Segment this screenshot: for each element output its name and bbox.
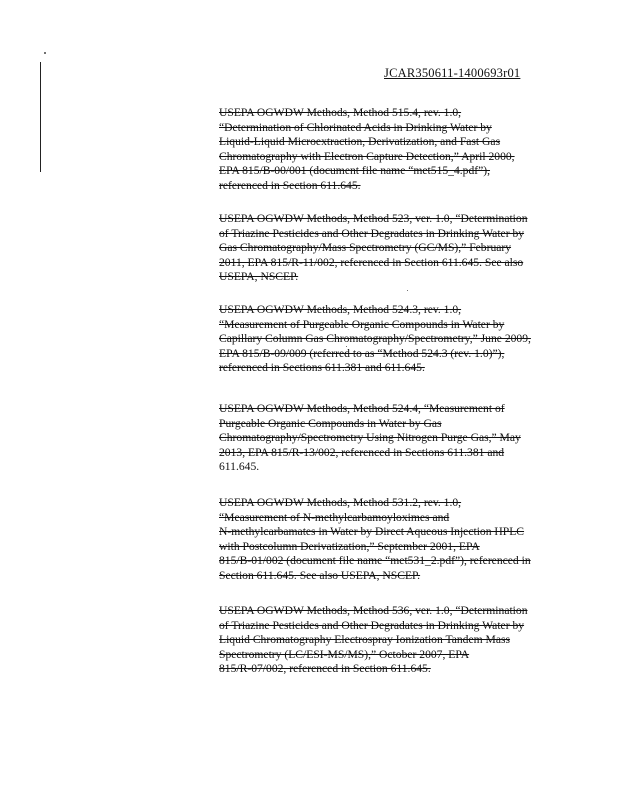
entry-line: USEPA OGWDW Methods, Method 531.2, rev. 1.0,	[219, 496, 462, 509]
entry-line: 815/R-07/002, referenced in Section 611.645.	[219, 662, 431, 676]
reference-entry-531-2	[219, 496, 549, 584]
entry-line: Liquid Chromatography Electrospray Ionization Tandem Mass	[219, 633, 511, 647]
reference-entry-515-4	[219, 106, 549, 194]
entry-line: EPA 815/B-00/001 (document file name “met515_4.pdf”),	[219, 164, 491, 178]
entry-line: USEPA OGWDW Methods, Method 515.4, rev. 1.0,	[219, 106, 462, 119]
scan-speck	[407, 290, 408, 291]
scan-speck	[44, 52, 46, 54]
entry-line: Chromatography with Electron Capture Detection,” April 2000,	[219, 149, 515, 163]
entry-line: Spectrometry (LC/ESI-MS/MS),” October 2007, EPA	[219, 647, 470, 661]
reference-entry-524-4	[219, 402, 549, 475]
entry-line: N-methylcarbamates in Water by Direct Aqueous Injection HPLC	[219, 525, 525, 539]
entry-line: Liquid-Liquid Microextraction, Derivatization, and Fast Gas	[219, 135, 501, 149]
entry-line: 2013, EPA 815/R-13/002, referenced in Sections 611.381 and	[219, 445, 505, 459]
reference-entry-523	[219, 212, 549, 285]
entry-line: with Postcolumn Derivatization,” September 2001, EPA	[219, 539, 480, 553]
entry-line: USEPA OGWDW Methods, Method 523, ver. 1.0, “Determination	[219, 212, 528, 225]
entry-line: “Measurement of Purgeable Organic Compounds in Water by	[219, 317, 505, 331]
entry-line: USEPA OGWDW Methods, Method 524.4, “Measurement of	[219, 402, 505, 415]
entry-line: 815/B-01/002 (document file name “met531_2.pdf”), referenced in	[219, 554, 531, 568]
reference-entry-524-3	[219, 303, 549, 376]
margin-revision-bar	[40, 62, 41, 172]
entry-line: USEPA OGWDW Methods, Method 524.3, rev. 1.0,	[219, 303, 462, 316]
entry-line: Purgeable Organic Compounds in Water by Gas	[219, 416, 442, 430]
reference-entry-536	[219, 604, 549, 677]
entry-line: Capillary Column Gas Chromatography/Spectrometry,” June 2009,	[219, 332, 531, 346]
entry-line: of Triazine Pesticides and Other Degradates in Drinking Water by	[219, 226, 525, 240]
entry-line: Section 611.645. See also USEPA, NSCEP.	[219, 568, 421, 582]
entry-line: referenced in Section 611.645.	[219, 178, 361, 192]
entry-line: USEPA OGWDW Methods, Method 536, ver. 1.0, “Determination	[219, 604, 528, 617]
entry-line: EPA 815/B-09/009 (referred to as “Method 524.3 (rev. 1.0)”),	[219, 346, 505, 360]
entry-line: 2011, EPA 815/R-11/002, referenced in Section 611.645. See also	[219, 255, 524, 269]
entry-line: Chromatography/Spectrometry Using Nitrogen Purge Gas,” May	[219, 431, 521, 445]
entry-line: “Measurement of N-methylcarbamoyloximes and	[219, 510, 450, 524]
entry-line: “Determination of Chlorinated Acids in Drinking Water by	[219, 120, 492, 134]
entry-line: Gas Chromatography/Mass Spectrometry (GC/MS),” February	[219, 241, 512, 255]
entry-line: of Triazine Pesticides and Other Degradates in Drinking Water by	[219, 618, 525, 632]
entry-line: referenced in Sections 611.381 and 611.645.	[219, 361, 425, 375]
entry-line: USEPA, NSCEP.	[219, 270, 299, 284]
entry-line: 611.645.	[219, 460, 260, 474]
document-code: JCAR350611-1400693r01	[384, 66, 521, 80]
